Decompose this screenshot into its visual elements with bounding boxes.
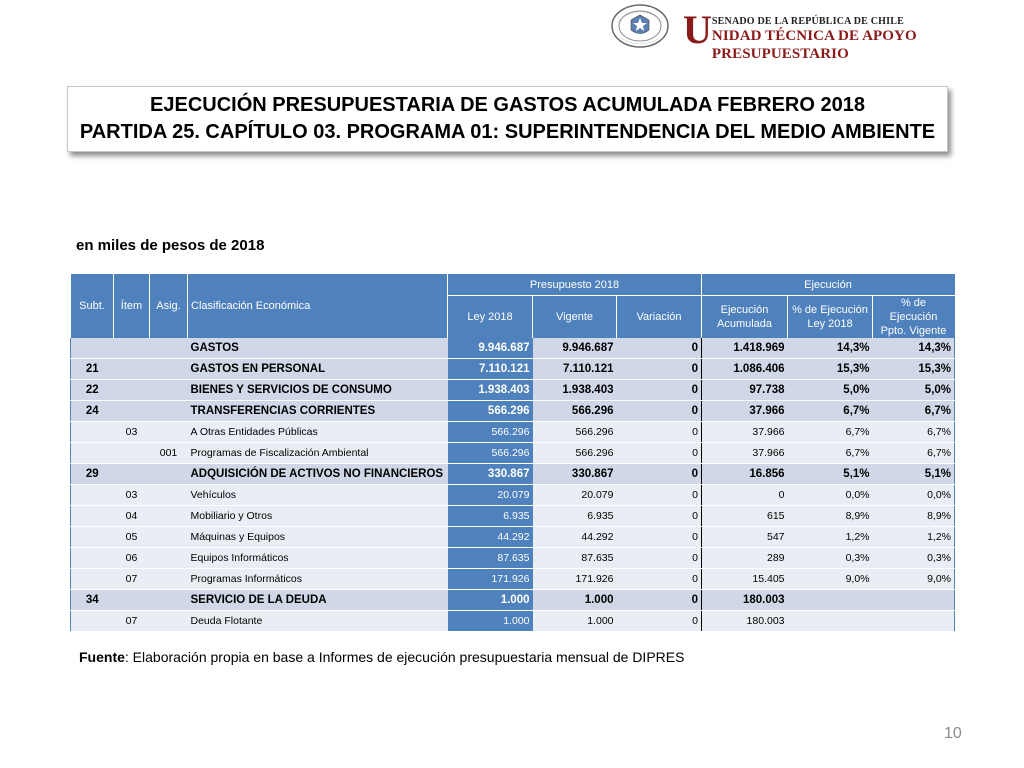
row-item: 03 [114,485,150,506]
row-pct-ley: 6,7% [788,401,873,422]
table-row [71,506,955,527]
row-vigente: 9.946.687 [533,338,617,359]
table-row [71,611,955,632]
row-pct-vigente [873,611,955,632]
senado-seal-logo [611,4,669,48]
table-row [71,401,955,422]
table-row [71,485,955,506]
col-item: Ítem [114,274,150,339]
row-vigente: 7.110.121 [533,359,617,380]
row-subt [71,569,114,590]
source-label: Fuente [79,649,125,665]
col-clasificacion: Clasificación Económica [188,274,448,339]
row-vigente: 566.296 [533,422,617,443]
row-pct-vigente: 8,9% [873,506,955,527]
col-ley: Ley 2018 [448,296,533,339]
row-ejecucion-acumulada: 97.738 [702,380,788,401]
row-variacion: 0 [617,338,702,359]
row-pct-ley: 5,0% [788,380,873,401]
row-subt [71,443,114,464]
row-pct-ley: 5,1% [788,464,873,485]
row-ejecucion-acumulada: 180.003 [702,590,788,611]
table-row [71,359,955,380]
row-subt [71,548,114,569]
row-item: 04 [114,506,150,527]
table-row [71,569,955,590]
row-ejecucion-acumulada: 16.856 [702,464,788,485]
row-item [114,380,150,401]
row-asig [150,548,188,569]
row-ley: 566.296 [448,443,533,464]
row-clasificacion: Mobiliario y Otros [188,506,448,527]
row-ley: 1.000 [448,590,533,611]
row-vigente: 330.867 [533,464,617,485]
row-subt [71,422,114,443]
row-pct-vigente: 5,0% [873,380,955,401]
row-ejecucion-acumulada: 37.966 [702,443,788,464]
col-asig: Asig. [150,274,188,339]
source-text: : Elaboración propia en base a Informes de ejecución presupuestaria mensual de DIPRES [124,649,685,665]
row-ley: 44.292 [448,527,533,548]
row-pct-vigente: 6,7% [873,401,955,422]
group-presupuesto: Presupuesto 2018 [448,274,702,296]
row-variacion: 0 [617,359,702,380]
row-item: 07 [114,611,150,632]
row-clasificacion: BIENES Y SERVICIOS DE CONSUMO [188,380,448,401]
row-clasificacion: Programas de Fiscalización Ambiental [188,443,448,464]
slide-title-box [67,86,948,152]
row-ley: 566.296 [448,422,533,443]
row-variacion: 0 [617,380,702,401]
units-label: en miles de pesos de 2018 [76,237,265,254]
brand-unit-line: NIDAD TÉCNICA DE APOYO PRESUPUESTARIO [711,28,917,62]
row-clasificacion: SERVICIO DE LA DEUDA [188,590,448,611]
row-item: 07 [114,569,150,590]
row-ejecucion-acumulada: 15.405 [702,569,788,590]
table-row [71,590,955,611]
row-vigente: 6.935 [533,506,617,527]
row-asig [150,485,188,506]
row-asig [150,380,188,401]
row-variacion: 0 [617,611,702,632]
row-clasificacion: Programas Informáticos [188,569,448,590]
row-subt: 29 [71,464,114,485]
brand-initial: U [683,7,711,52]
row-variacion: 0 [617,443,702,464]
budget-table-body [71,338,955,632]
row-pct-vigente: 1,2% [873,527,955,548]
row-ley: 6.935 [448,506,533,527]
col-ejecucion-acumulada: Ejecución Acumulada [702,296,788,339]
row-pct-vigente: 15,3% [873,359,955,380]
row-subt [71,338,114,359]
row-clasificacion: Vehículos [188,485,448,506]
row-pct-ley [788,590,873,611]
row-clasificacion: TRANSFERENCIAS CORRIENTES [188,401,448,422]
row-asig: 001 [150,443,188,464]
row-pct-ley: 0,0% [788,485,873,506]
row-variacion: 0 [617,506,702,527]
row-vigente: 566.296 [533,401,617,422]
table-row [71,380,955,401]
row-ejecucion-acumulada: 615 [702,506,788,527]
row-pct-vigente: 0,3% [873,548,955,569]
row-variacion: 0 [617,548,702,569]
source-note [79,649,684,665]
row-subt [71,485,114,506]
row-pct-vigente: 6,7% [873,443,955,464]
row-variacion: 0 [617,464,702,485]
row-pct-ley: 9,0% [788,569,873,590]
row-item [114,338,150,359]
row-asig [150,401,188,422]
row-vigente: 566.296 [533,443,617,464]
row-pct-vigente: 0,0% [873,485,955,506]
row-pct-ley [788,611,873,632]
unidad-tecnica-brand [683,7,1024,62]
row-ley: 171.926 [448,569,533,590]
row-subt [71,527,114,548]
row-ejecucion-acumulada: 0 [702,485,788,506]
row-asig [150,506,188,527]
row-asig [150,590,188,611]
row-subt [71,506,114,527]
row-variacion: 0 [617,422,702,443]
row-ejecucion-acumulada: 289 [702,548,788,569]
group-ejecucion: Ejecución [702,274,955,296]
row-item: 03 [114,422,150,443]
col-variacion: Variación [617,296,702,339]
table-row [71,548,955,569]
row-variacion: 0 [617,527,702,548]
row-pct-ley: 15,3% [788,359,873,380]
row-subt [71,611,114,632]
row-vigente: 171.926 [533,569,617,590]
row-item [114,590,150,611]
row-pct-vigente [873,590,955,611]
row-ley: 7.110.121 [448,359,533,380]
row-variacion: 0 [617,485,702,506]
row-vigente: 1.000 [533,611,617,632]
row-clasificacion: Máquinas y Equipos [188,527,448,548]
row-variacion: 0 [617,590,702,611]
row-pct-vigente: 14,3% [873,338,955,359]
row-ley: 566.296 [448,401,533,422]
row-ley: 1.000 [448,611,533,632]
row-clasificacion: A Otras Entidades Públicas [188,422,448,443]
row-ejecucion-acumulada: 37.966 [702,422,788,443]
row-asig [150,527,188,548]
col-subt: Subt. [71,274,114,339]
row-ley: 20.079 [448,485,533,506]
row-subt: 24 [71,401,114,422]
row-item: 05 [114,527,150,548]
row-asig [150,359,188,380]
row-pct-ley: 6,7% [788,443,873,464]
row-item: 06 [114,548,150,569]
row-pct-vigente: 5,1% [873,464,955,485]
row-item [114,443,150,464]
row-clasificacion: ADQUISICIÓN DE ACTIVOS NO FINANCIEROS [188,464,448,485]
row-ley: 9.946.687 [448,338,533,359]
table-row [71,422,955,443]
row-item [114,401,150,422]
row-clasificacion: Equipos Informáticos [188,548,448,569]
row-variacion: 0 [617,569,702,590]
row-ley: 330.867 [448,464,533,485]
row-clasificacion: GASTOS EN PERSONAL [188,359,448,380]
row-asig [150,422,188,443]
row-subt: 34 [71,590,114,611]
slide-title-line2: PARTIDA 25. CAPÍTULO 03. PROGRAMA 01: SUPERINTENDENCIA DEL MEDIO AMBIENTE [79,121,936,143]
row-vigente: 87.635 [533,548,617,569]
row-variacion: 0 [617,401,702,422]
row-ejecucion-acumulada: 547 [702,527,788,548]
row-subt: 22 [71,380,114,401]
row-subt: 21 [71,359,114,380]
row-asig [150,338,188,359]
row-ejecucion-acumulada: 1.418.969 [702,338,788,359]
row-asig [150,464,188,485]
row-vigente: 20.079 [533,485,617,506]
row-asig [150,569,188,590]
row-pct-ley: 8,9% [788,506,873,527]
table-row [71,338,955,359]
col-pct-vigente: % de Ejecución Ppto. Vigente [873,296,955,339]
table-row [71,527,955,548]
slide-title-line1: EJECUCIÓN PRESUPUESTARIA DE GASTOS ACUMULADA FEBRERO 2018 [150,94,865,116]
row-ejecucion-acumulada: 1.086.406 [702,359,788,380]
col-pct-ley: % de Ejecución Ley 2018 [788,296,873,339]
row-clasificacion: Deuda Flotante [188,611,448,632]
row-pct-ley: 6,7% [788,422,873,443]
row-asig [150,611,188,632]
row-pct-ley: 0,3% [788,548,873,569]
row-pct-ley: 1,2% [788,527,873,548]
row-pct-vigente: 6,7% [873,422,955,443]
col-vigente: Vigente [533,296,617,339]
row-vigente: 1.938.403 [533,380,617,401]
table-row [71,464,955,485]
row-vigente: 1.000 [533,590,617,611]
row-vigente: 44.292 [533,527,617,548]
row-item [114,464,150,485]
row-ejecucion-acumulada: 180.003 [702,611,788,632]
row-ley: 1.938.403 [448,380,533,401]
page-number: 10 [944,725,962,742]
row-item [114,359,150,380]
table-row [71,443,955,464]
row-pct-vigente: 9,0% [873,569,955,590]
brand-senado-line: SENADO DE LA REPÚBLICA DE CHILE [711,16,904,27]
row-clasificacion: GASTOS [188,338,448,359]
budget-execution-table [70,273,955,632]
row-ejecucion-acumulada: 37.966 [702,401,788,422]
row-ley: 87.635 [448,548,533,569]
row-pct-ley: 14,3% [788,338,873,359]
